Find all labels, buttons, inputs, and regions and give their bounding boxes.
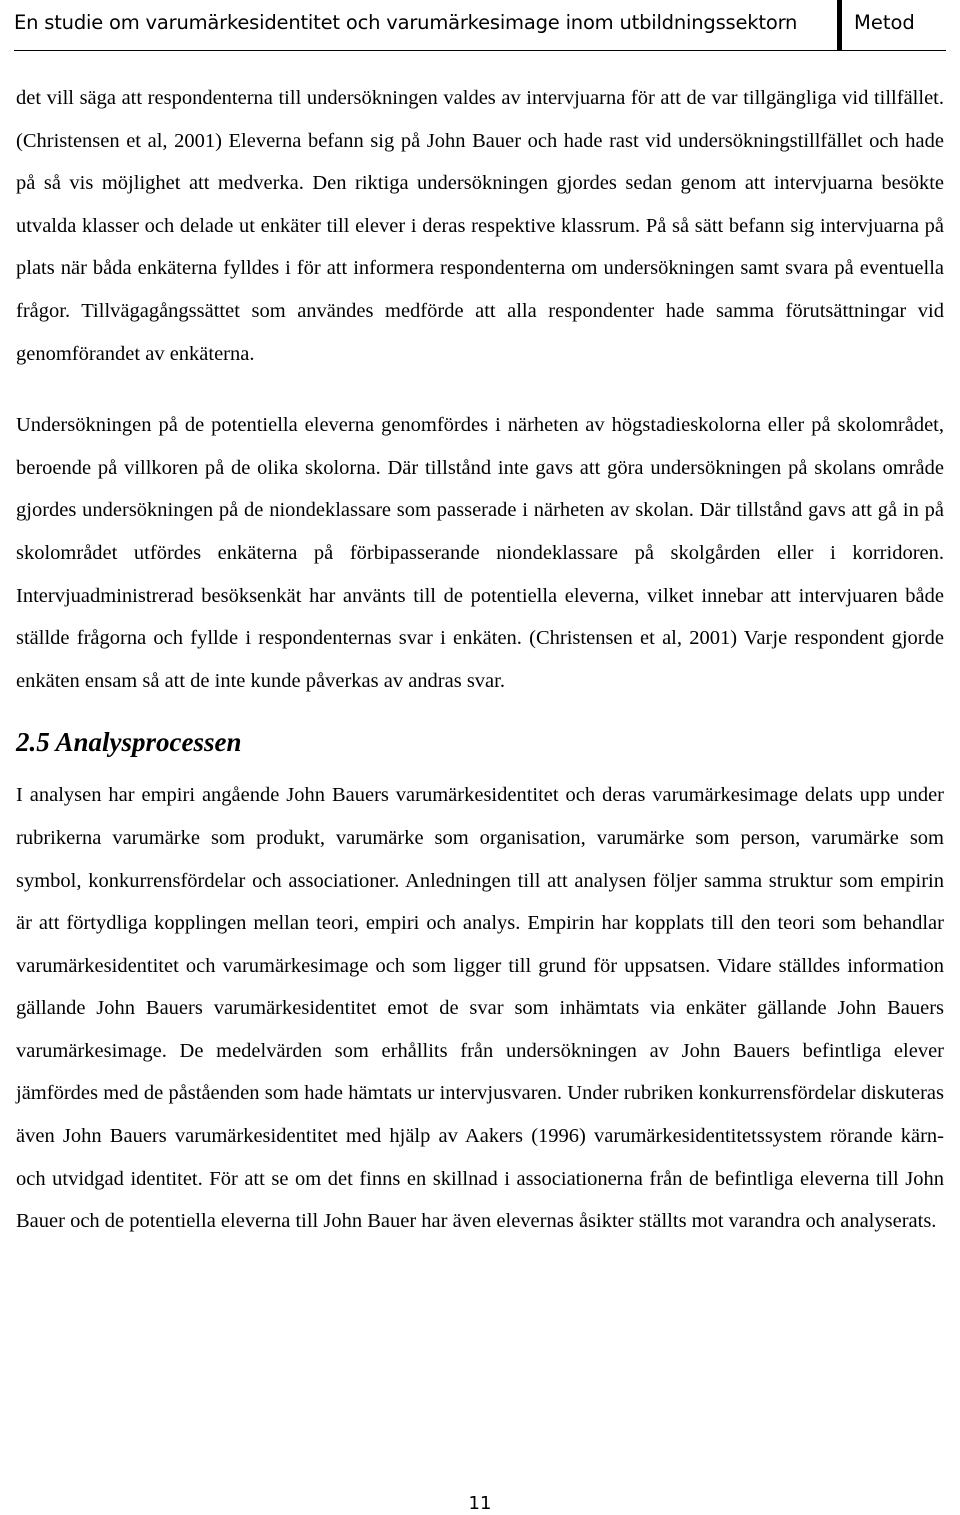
running-header [14,0,946,51]
section-heading: 2.5 Analysprocessen [16,727,242,758]
paragraph-potential-students: Undersökningen på de potentiella eleverna genomfördes i närheten av högstadieskolorna eller på skolområdet, beroende på villkoren på de olika skolorna. Där tillstånd inte gavs att göra undersökningen på skolans område gjordes undersökningen på de niondeklassare som passerade i närheten av skolan. Där tillstånd gavs att gå in på skolområdet utfördes enkäterna på förbipasserande niondeklassare på skolgården eller i korridoren. Intervjuadministrerad besöksenkät har använts till de potentiella eleverna, vilket innebar att intervjuaren både ställde frågorna och fyllde i respondenternas svar i enkäten. (Christensen et al, 2001) Varje respondent gjorde enkäten ensam så att de inte kunde påverkas av andras svar. [16,414,944,692]
header-separator [837,0,842,50]
page-number: 11 [468,1493,492,1514]
paragraph-analysis-process: I analysen har empiri angående John Bauers varumärkesidentitet och deras varumärkesimage delats upp under rubrikerna varumärke som produkt, varumärke som organisation, varumärke som person, varumärke som symbol, konkurrensfördelar och associationer. Anledningen till att analysen följer samma struktur som empirin är att förtydliga kopplingen mellan teori, empiri och analys. Empirin har kopplats till den teori som behandlar varumärkesidentitet och varumärkesimage och som ligger till grund för uppsatsen. Vidare ställdes information gällande John Bauers varumärkesidentitet emot de svar som inhämtats via enkäter gällande John Bauers varumärkesimage. De medelvärden som erhållits från undersökningen av John Bauers befintliga elever jämfördes med de påståenden som hade hämtats ur intervjusvaren. Under rubriken konkurrensfördelar diskuteras även John Bauers varumärkesidentitet med hjälp av Aakers (1996) varumärkesidentitetssystem rörande kärn- och utvidgad identitet. För att se om det finns en skillnad i associationerna från de befintliga eleverna till John Bauer och de potentiella eleverna till John Bauer har även elevernas åsikter ställts mot varandra och analyserats. [16,784,944,1233]
paragraph-data-collection: det vill säga att respondenterna till undersökningen valdes av intervjuarna för att de var tillgängliga vid tillfället. (Christensen et al, 2001) Eleverna befann sig på John Bauer och hade rast vid undersökningstillfället och hade på så vis möjlighet att medverka. Den riktiga undersökningen gjordes sedan genom att intervjuarna besökte utvalda klasser och delade ut enkäter till elever i deras respektive klassrum. På så sätt befann sig intervjuarna på plats när båda enkäterna fylldes i för att informera respondenterna om undersökningen samt svara på eventuella frågor. Tillvägagångssättet som användes medförde att alla respondenter hade samma förutsättningar vid genomförandet av enkäterna. [16,87,944,365]
page-body [16,77,944,1243]
section-label: Metod [854,11,915,34]
document-title: En studie om varumärkesidentitet och varumärkesimage inom utbildningssektorn [14,11,798,34]
